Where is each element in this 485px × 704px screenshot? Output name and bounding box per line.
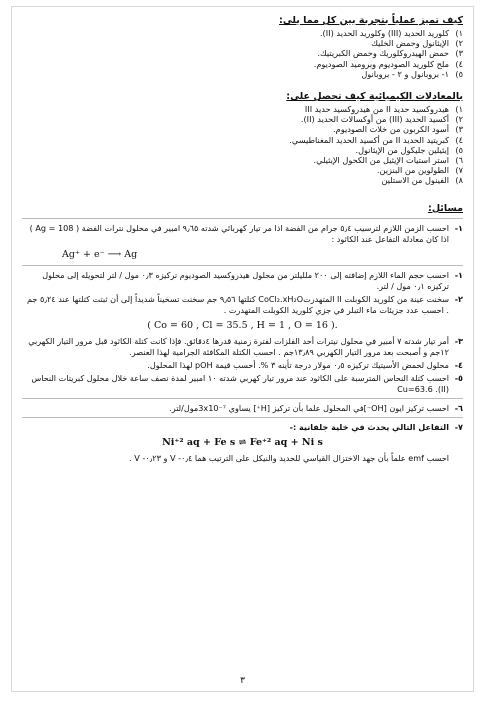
section1-title: كيف تميز عملياً بتجربة بين كل مما يلي: (279, 15, 463, 26)
section1-list (22, 28, 463, 79)
divider (22, 218, 463, 219)
document-page (11, 6, 474, 692)
list-item: ١) كلوريد الحديد (III) وكلوريد الحديد (II). (319, 28, 463, 38)
page-number: ٣ (240, 676, 245, 686)
problem-1: ١- احسب الزمن اللازم لترسيب ٥٫٤ جرام من الفضة اذا مر تيار كهربائي شدته ٩٫٦٥ امبير في محلول نترات الفضة ( Ag = 108 ) اذا كان معادلة التفاعل عند الكاثود : (29, 222, 463, 244)
list-item: ٤) كبريتيد الحديد II من أكسيد الحديد المغناطيسي. (289, 134, 463, 145)
list-item: ٧) الطولوين من البنزين. (376, 165, 463, 176)
list-item: ٢) أكسيد الحديد (III) من أوكسالات الحديد (II). (300, 114, 463, 125)
page-content (22, 15, 463, 691)
section2-list (22, 104, 463, 186)
problem-8: ٧- التفاعل التالي يحدث في خلية جلفانية :- (289, 421, 463, 432)
divider (22, 417, 463, 418)
section2-title: بالمعادلات الكيميائية كيف تحصل على: (286, 91, 463, 103)
equation-silver: Ag⁺ + e⁻ ⟶ Ag (62, 248, 138, 260)
atomic-masses: ( Co = 60 , Cl = 35.5 , H = 1 , O = 16 ). (147, 319, 338, 331)
list-item: ٣) حمض الهيدروكلوريك وحمض الكبريتيك. (317, 48, 463, 59)
divider (22, 398, 463, 399)
problem-4: ٣- أمر تيار شدته ٧ أمبير في محلول نيترات أحد الفلزات لفترة زمنية قدرها ٤دقائق. فإذا كانت كتلة الكاثود قبل مرور التيار الكهربي ١٢جم و أصبحت بعد مرور التيار الكهربي ١٣٫٨٩جم . احسب الكتلة المكافئة الجرامية لهذا العنصر. (28, 335, 463, 357)
problem-5: ٤- محلول لحمض الأسيتيك تركيزه ٠٫٥ مولار درجة تأينه ٣ %. أحسب قيمة pOH لهذا المحلول. (147, 359, 463, 370)
divider (22, 265, 463, 266)
list-item: ٨) الفينول من الاستلين (381, 175, 463, 186)
list-item: ٦) استر استيات الإيثيل من الكحول الإيثيلي. (313, 155, 463, 166)
problem-3: ٢- سخنت عينة من كلوريد الكوبلت II المتهدرتCoCl₂.xH₂O كتلتها ٩٫٥٦ جم سخنت تسخيناً شديداً إلى أن ثبتت كتلتها عند ٥٫٢٤ جم . احسب عدد جزيئات ماء التبلر في جزي كلوريد الكوبلت المتهدرت . (27, 293, 463, 315)
list-item: ٤) ملح كلوريد الصوديوم وبروميد الصوديوم. (313, 58, 463, 69)
problem-8-question: احسب emf علماً بأن جهد الاختزال القياسي للحديد والنيكل على الترتيب هما ٠٫٤- V و ٠٫٢٣- V . (129, 452, 449, 463)
list-item: ١) هيدروكسيد حديد II من هيدروكسيد حديد III (304, 104, 463, 115)
problem-6: ٥- احسب كتلة النحاس المترسبة على الكاثود عند مرور تيار كهربي شدته ١٠ امبير لمدة نصف ساعة خلال محلول كبريتات النحاس (II). Cu=63.6 (31, 372, 463, 394)
list-item: ٥) إيثيلين جليكول من الإيثانول. (355, 144, 463, 155)
list-item: ٣) أسود الكربون من خلات الصوديوم. (333, 124, 463, 135)
list-item: ٢) الإيثانول وحمض الخليك (371, 38, 463, 49)
list-item: ٥) ١- بروبانول و ٢ - بروبانول (361, 68, 463, 79)
section3-title: مسائل: (428, 202, 463, 214)
problem-7: ٦- احسب تركيز ايون [OH⁻]في المحلول علما بأن تركيز [H⁺] يساوي 3x10⁻⁷مول/لتر. (169, 402, 463, 413)
equation-galvanic: Ni⁺² aq + Fe s ⇌ Fe⁺² aq + Ni s (162, 436, 323, 448)
problem-2: ١- احسب حجم الماء اللازم إضافته إلى ٢٠٠ ملليلتر من محلول هيدروكسيد الصوديوم تركيزه ٠٫٣ مول / لتر لتحويله إلى محلول تركيزه ٠٫١ مول / لتر. (42, 269, 463, 291)
